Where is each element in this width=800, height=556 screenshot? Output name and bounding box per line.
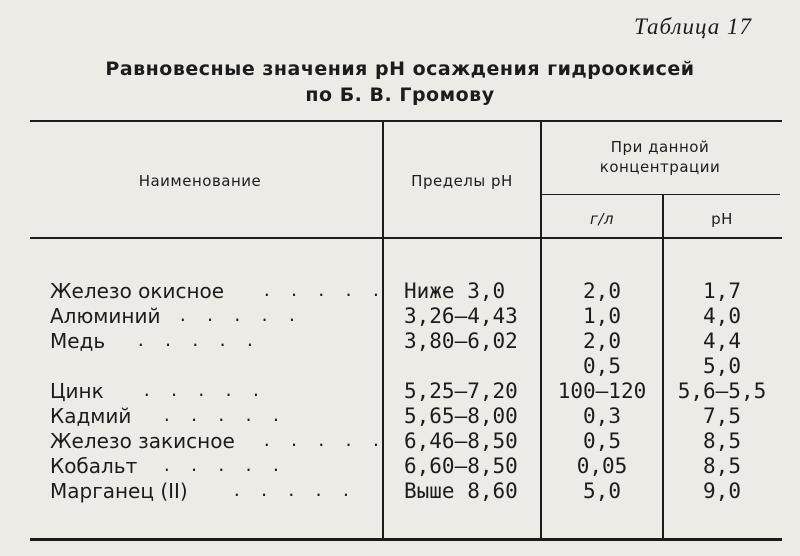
row-concentration: 0,05 (576, 454, 628, 478)
row-ph: 1,7 (703, 279, 741, 303)
concentration-subheader-rule (542, 194, 780, 195)
row-concentration: 2,0 (583, 279, 621, 303)
row-ph: 8,5 (703, 429, 741, 453)
row-name: Кобальт (50, 454, 138, 478)
leader-dots: . . . . . (162, 406, 285, 425)
row-concentration: 0,5 (583, 429, 621, 453)
header-at-concentration: При данной концентрации (599, 138, 721, 176)
row-ph: 5,6—5,5 (677, 379, 767, 403)
row-name: Алюминий (50, 304, 161, 328)
row-ph-range: 5,25—7,20 (404, 379, 518, 403)
header-ph-range: Пределы pH (411, 172, 513, 190)
row-ph-range: 3,26—4,43 (404, 304, 518, 328)
table-title-line-2: по Б. В. Громову (305, 84, 495, 106)
header-ph: pH (711, 210, 733, 228)
table-title-line-1: Равновесные значения pH осаждения гидроокисей (105, 58, 695, 80)
row-ph-range: 6,60—8,50 (404, 454, 518, 478)
row-concentration: 0,5 (583, 354, 621, 378)
bottom-rule (30, 538, 782, 541)
leader-dots: . . . . . (262, 431, 385, 450)
row-ph: 9,0 (703, 479, 741, 503)
row-ph-range: 3,80—6,02 (404, 329, 518, 353)
row-ph: 5,0 (703, 354, 741, 378)
row-ph: 7,5 (703, 404, 741, 428)
row-concentration: 1,0 (583, 304, 621, 328)
leader-dots: . . . . . (262, 281, 385, 300)
table-number-label: Таблица 17 (633, 14, 752, 39)
row-concentration: 5,0 (583, 479, 621, 503)
row-ph-range: Ниже 3,0 (404, 279, 506, 303)
leader-dots: . . . . . (178, 306, 301, 325)
row-ph: 4,4 (703, 329, 741, 353)
row-ph-range: 6,46—8,50 (404, 429, 518, 453)
row-ph-range: 5,65—8,00 (404, 404, 518, 428)
leader-dots: . . . . . (162, 456, 285, 475)
row-name: Марганец (II) (50, 479, 188, 503)
row-name: Железо окисное (50, 279, 225, 303)
row-ph-range: Выше 8,60 (404, 479, 518, 503)
leader-dots: . . . . . (136, 331, 259, 350)
row-name: Железо закисное (50, 429, 235, 453)
row-ph: 4,0 (703, 304, 741, 328)
header-bottom-rule (30, 237, 782, 239)
top-rule (30, 120, 782, 122)
header-name: Наименование (138, 172, 262, 190)
row-concentration: 0,3 (583, 404, 621, 428)
row-name: Цинк (50, 379, 104, 403)
leader-dots: . . . . . (232, 481, 355, 500)
row-ph: 8,5 (703, 454, 741, 478)
row-concentration: 100—120 (557, 379, 647, 403)
header-conc-unit: г/л (589, 210, 615, 228)
row-name: Медь (50, 329, 106, 353)
leader-dots: . . . . . (142, 381, 265, 400)
row-concentration: 2,0 (583, 329, 621, 353)
row-name: Кадмий (50, 404, 132, 428)
